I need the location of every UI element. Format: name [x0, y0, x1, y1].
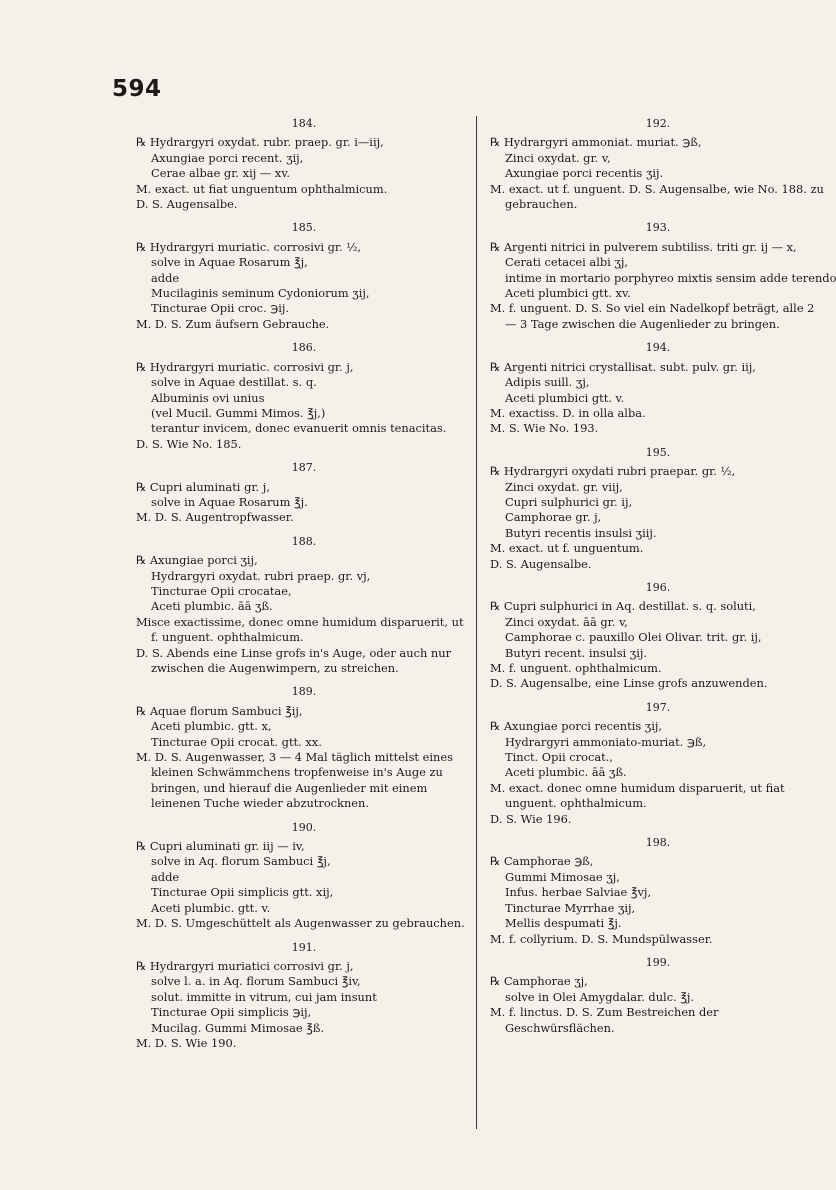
recipe-line: M. exact. donec omne humidum disparuerit, ut fiat unguent. ophthalmicum. [490, 780, 785, 811]
recipe-block [490, 835, 826, 947]
recipe-block [490, 445, 826, 572]
page-number: 594 [112, 76, 162, 102]
recipe-line: D. S. Abends eine Linse grofs in's Auge, oder auch nur zwischen die Augenwimpern, zu streichen. [136, 645, 452, 675]
recipe-line: Aceti plumbici gtt. xv. [505, 286, 631, 301]
recipe-line: ℞ Hydrargyri ammoniat. muriat. ℈ß, [490, 135, 702, 150]
recipe-line: Aceti plumbici gtt. v. [505, 390, 625, 405]
recipe-line: ℞ Cupri aluminati gr. iij — iv, [136, 839, 305, 854]
recipe-block [490, 116, 826, 212]
recipe-line: Zinci oxydat. āā gr. v, [505, 614, 628, 629]
recipe-line: ℞ Hydrargyri oxydat. rubr. praep. gr. i—iij, [136, 135, 384, 150]
recipe-line: M. D. S. Umgeschüttelt als Augenwasser zu gebrauchen. [136, 916, 465, 931]
recipe-line: solve in Olei Amygdalar. dulc. ℥j. [505, 989, 695, 1004]
recipe-number: 184. [291, 117, 317, 130]
recipe-line: ℞ Argenti nitrici crystallisat. subt. pulv. gr. iij, [490, 359, 756, 374]
column-divider [476, 116, 477, 1129]
recipe-line: Camphorae c. pauxillo Olei Olivar. trit. gr. ij, [505, 630, 762, 645]
recipe-line: M. exactiss. D. in olla alba. [490, 405, 646, 420]
recipe-number: 185. [291, 221, 317, 235]
recipe-number: 193. [645, 221, 671, 235]
recipe-line: Tincturae Opii simplicis ℈ij, [151, 1005, 312, 1020]
recipe-line: M. D. S. Wie 190. [136, 1035, 237, 1050]
recipe-line: Tincturae Opii crocatae, [151, 583, 292, 598]
recipe-line: D. S. Wie No. 185. [136, 436, 242, 451]
recipe-line: Tincturae Myrrhae ʒij, [505, 900, 636, 915]
recipe-line: ℞ Aquae florum Sambuci ℥ij, [136, 703, 303, 718]
recipe-line: M. exact. ut f. unguentum. [490, 541, 644, 556]
recipe-line: ℞ Argenti nitrici in pulverem subtiliss. triti gr. ij — x, [490, 239, 797, 254]
recipe-number: 187. [291, 461, 317, 475]
left-column [136, 116, 472, 1059]
recipe-number: 194. [645, 341, 671, 355]
recipe-line: intime in mortario porphyreo mixtis sensim adde terendo [505, 270, 836, 285]
recipe-line: Tincturae Opii crocat. gtt. xx. [151, 734, 322, 749]
recipe-line: D. S. Wie 196. [490, 811, 572, 826]
recipe-line: Axungiae porci recent. ʒij, [151, 150, 304, 165]
recipe-line: Gummi Mimosae ʒj, [505, 869, 620, 884]
recipe-block [136, 460, 472, 526]
recipe-line: Tinct. Opii crocat., [505, 750, 613, 765]
recipe-line: Aceti plumbic. gtt. v. [151, 900, 271, 915]
recipe-line: ℞ Hydrargyri muriatic. corrosivi gr. ½, [136, 239, 362, 254]
recipe-block [490, 340, 826, 436]
recipe-line: D. S. Augensalbe, eine Linse grofs anzuwenden. [490, 676, 768, 691]
recipe-line: M. exact. ut f. unguent. D. S. Augensalbe, wie No. 188. zu gebrauchen. [490, 181, 824, 212]
recipe-line: Cerae albae gr. xij — xv. [151, 166, 291, 181]
recipe-line: solve l. a. in Aq. florum Sambuci ℥iv, [151, 974, 361, 989]
recipe-line: M. D. S. Zum äufsern Gebrauche. [136, 316, 330, 331]
recipe-line: Mucilag. Gummi Mimosae ℥ß. [151, 1020, 325, 1035]
recipe-block [490, 580, 826, 692]
recipe-block [490, 955, 826, 1036]
recipe-line: ℞ Axungiae porci recentis ʒij, [490, 719, 663, 734]
recipe-block [490, 220, 836, 332]
recipe-line: Camphorae gr. j, [505, 510, 602, 525]
right-column [490, 116, 836, 1044]
recipe-line: Aceti plumbic. āā ʒß. [151, 599, 273, 614]
recipe-line: Hydrargyri ammoniato-muriat. ℈ß, [505, 734, 707, 749]
recipe-line: ℞ Axungiae porci ʒij, [136, 553, 258, 568]
recipe-number: 199. [645, 955, 671, 969]
recipe-line: solve in Aquae destillat. s. q. [151, 375, 317, 390]
recipe-number: 188. [291, 534, 317, 548]
recipe-line: Mellis despumati ℥j. [505, 916, 622, 931]
recipe-block [136, 220, 472, 332]
recipe-line: M. S. Wie No. 193. [490, 421, 599, 436]
recipe-line: Zinci oxydat. gr. v, [505, 150, 611, 165]
recipe-number: 189. [291, 685, 317, 699]
recipe-number: 196. [645, 580, 671, 594]
recipe-line: M. exact. ut fiat unguentum ophthalmicum. [136, 181, 388, 196]
recipe-block [136, 940, 472, 1052]
recipe-line: D. S. Augensalbe. [136, 197, 238, 212]
recipe-number: 186. [291, 341, 317, 355]
recipe-line: Albuminis ovi unius [151, 390, 265, 405]
recipe-line: ℞ Camphorae ℈ß, [490, 854, 594, 869]
recipe-number: 195. [645, 445, 671, 459]
recipe-line: M. D. S. Augentropfwasser. [136, 510, 294, 525]
recipe-line: ℞ Cupri sulphurici in Aq. destillat. s. q. soluti, [490, 599, 756, 614]
recipe-line: Adipis suill. ʒj, [505, 375, 590, 390]
recipe-line: Zinci oxydat. gr. viij, [505, 479, 623, 494]
recipe-line: Misce exactissime, donec omne humidum disparuerit, ut f. unguent. ophthalmicum. [136, 614, 464, 645]
recipe-line: M. f. unguent. D. S. So viel ein Nadelkopf beträgt, alle 2 — 3 Tage zwischen die Augenlieder zu bringen. [490, 301, 815, 331]
recipe-line: Aceti plumbic. gtt. x, [151, 719, 272, 734]
recipe-number: 190. [291, 820, 317, 834]
recipe-line: solut. immitte in vitrum, cui jam insunt [151, 989, 377, 1004]
recipe-number: 192. [645, 117, 671, 130]
recipe-line: Butyri recentis insulsi ʒiij. [505, 525, 657, 540]
recipe-number: 198. [645, 836, 671, 850]
recipe-line: solve in Aquae Rosarum ℥j, [151, 255, 308, 270]
recipe-block [490, 700, 826, 827]
recipe-line: solve in Aq. florum Sambuci ℥j, [151, 854, 331, 869]
recipe-line: terantur invicem, donec evanuerit omnis tenacitas. [151, 421, 447, 436]
recipe-line: Cerati cetacei albi ʒj, [505, 255, 628, 270]
recipe-line: Axungiae porci recentis ʒij. [505, 166, 664, 181]
recipe-line: ℞ Cupri aluminati gr. j, [136, 479, 270, 494]
recipe-block [136, 820, 472, 932]
recipe-line: Tincturae Opii croc. ℈ij. [151, 301, 290, 316]
recipe-line: adde [151, 270, 180, 285]
recipe-line: M. f. unguent. ophthalmicum. [490, 661, 662, 675]
recipe-block [136, 684, 472, 811]
recipe-block [136, 116, 472, 212]
recipe-line: D. S. Augensalbe. [490, 556, 592, 571]
recipe-line: M. f. collyrium. D. S. Mundspülwasser. [490, 931, 713, 946]
recipe-line: Tincturae Opii simplicis gtt. xij, [151, 885, 334, 900]
recipe-line: Aceti plumbic. āā ʒß. [505, 765, 627, 780]
recipe-line: Cupri sulphurici gr. ij, [505, 494, 633, 509]
recipe-line: Mucilaginis seminum Cydoniorum ʒij, [151, 286, 370, 301]
recipe-line: M. f. linctus. D. S. Zum Bestreichen der Geschwürsflächen. [490, 1005, 719, 1035]
recipe-line: ℞ Hydrargyri muriatic. corrosivi gr. j, [136, 359, 354, 374]
recipe-line: adde [151, 869, 180, 884]
recipe-line: ℞ Hydrargyri oxydati rubri praepar. gr. ½, [490, 464, 736, 479]
recipe-line: (vel Mucil. Gummi Mimos. ℥j,) [151, 405, 326, 420]
recipe-number: 197. [645, 700, 671, 714]
recipe-line: Infus. herbae Salviae ℥vj, [505, 885, 652, 900]
recipe-line: Butyri recent. insulsi ʒij. [505, 645, 648, 660]
recipe-line: Hydrargyri oxydat. rubri praep. gr. vj, [151, 568, 371, 583]
recipe-line: ℞ Camphorae ʒj, [490, 974, 588, 989]
recipe-block [136, 340, 472, 452]
recipe-line: solve in Aquae Rosarum ℥j. [151, 494, 308, 509]
recipe-block [136, 534, 472, 677]
recipe-line: M. D. S. Augenwasser, 3 — 4 Mal täglich mittelst eines kleinen Schwämmchens tropfenweise in's Auge zu bringen, und hierauf die Augenlieder mit einem leinenen Tuche wieder abzutrocknen. [136, 750, 453, 811]
recipe-line: ℞ Hydrargyri muriatici corrosivi gr. j, [136, 958, 354, 973]
recipe-number: 191. [291, 940, 317, 954]
